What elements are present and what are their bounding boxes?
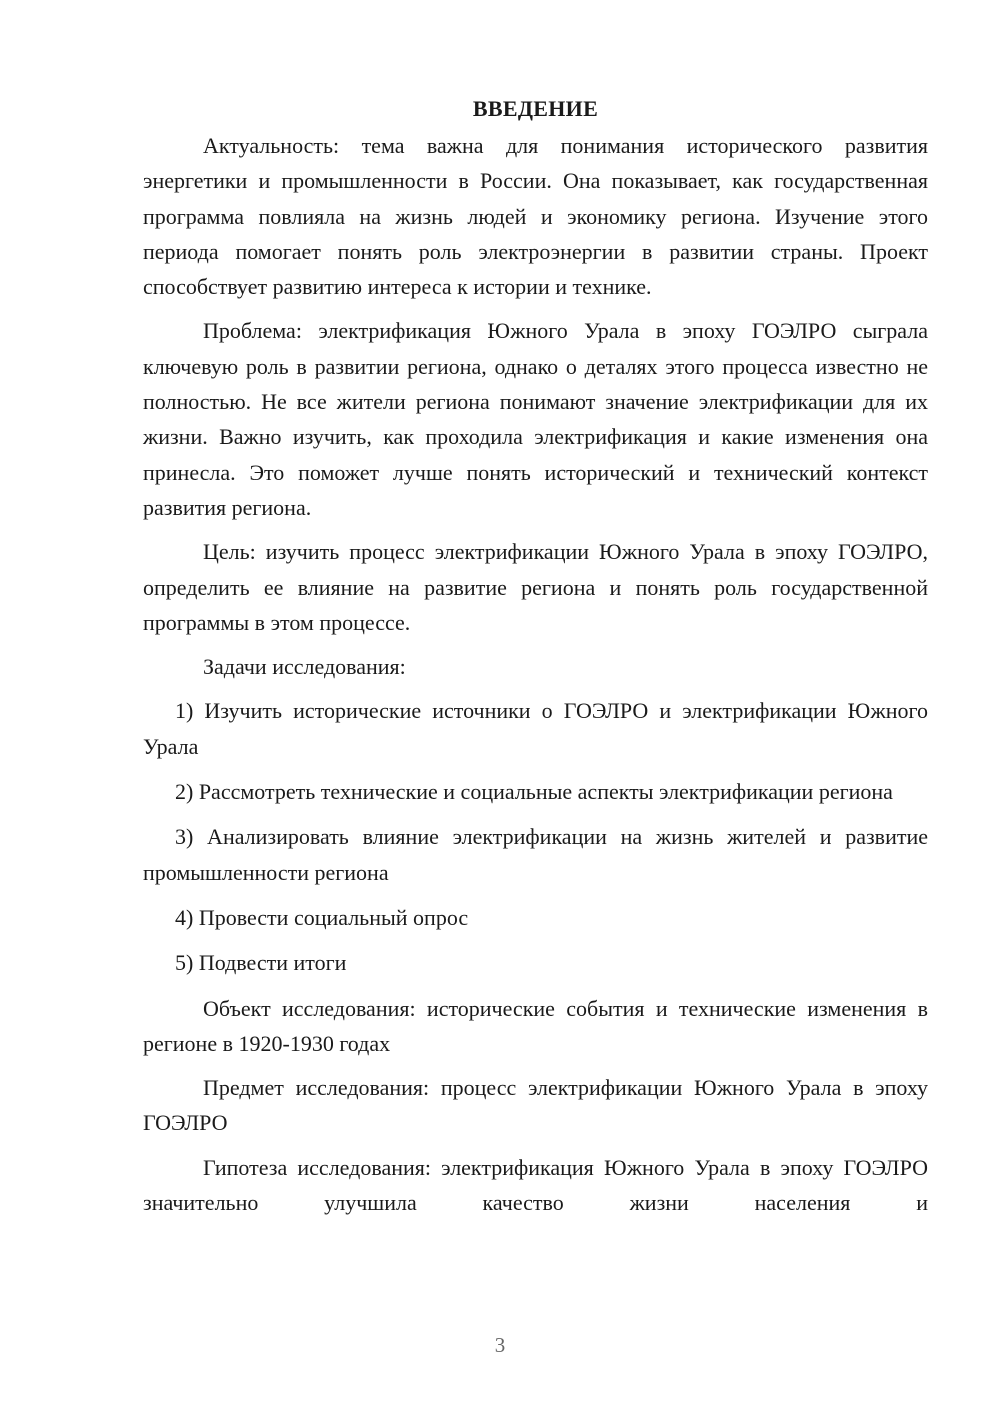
object-paragraph: Объект исследования: исторические события и технические изменения в регионе в 1920-1930 годах <box>143 995 928 1056</box>
task-item: 1) Изучить исторические источники о ГОЭЛРО и электрификации Южного Урала <box>143 698 928 759</box>
task-item: 4) Провести социальный опрос <box>175 904 469 930</box>
subject-paragraph: Предмет исследования: процесс электрификации Южного Урала в эпоху ГОЭЛРО <box>143 1075 928 1136</box>
goal-paragraph: Цель: изучить процесс электрификации Южного Урала в эпоху ГОЭЛРО, определить ее влияние на развитие региона и понять роль государственной программы в этом процессе. <box>143 539 928 635</box>
page-number: 3 <box>494 1333 506 1357</box>
page-title: ВВЕДЕНИЕ <box>472 96 599 121</box>
document-page <box>143 92 928 1229</box>
task-item: 5) Подвести итоги <box>175 950 347 976</box>
tasks-title: Задачи исследования: <box>203 654 406 680</box>
task-item: 3) Анализировать влияние электрификации на жизнь жителей и развитие промышленности региона <box>143 824 928 885</box>
problem-paragraph: Проблема: электрификация Южного Урала в эпоху ГОЭЛРО сыграла ключевую роль в развитии региона, однако о деталях этого процесса известно не полностью. Не все жители региона понимают значение электрификации для их жизни. Важно изучить, как проходила электрификация и какие изменения она принесла. Это поможет лучше понять исторический и технический контекст развития региона. <box>143 318 928 520</box>
task-item: 2) Рассмотреть технические и социальные аспекты электрификации региона <box>175 779 893 805</box>
relevance-paragraph: Актуальность: тема важна для понимания исторического развития энергетики и промышленности в России. Она показывает, как государственная программа повлияла на жизнь людей и экономику региона. Изучение этого периода помогает понять роль электроэнергии в развитии страны. Проект способствует развитию интереса к истории и технике. <box>143 133 928 300</box>
hypothesis-paragraph: Гипотеза исследования: электрификация Южного Урала в эпоху ГОЭЛРО значительно улучшила качество жизни населения и <box>143 1154 928 1216</box>
